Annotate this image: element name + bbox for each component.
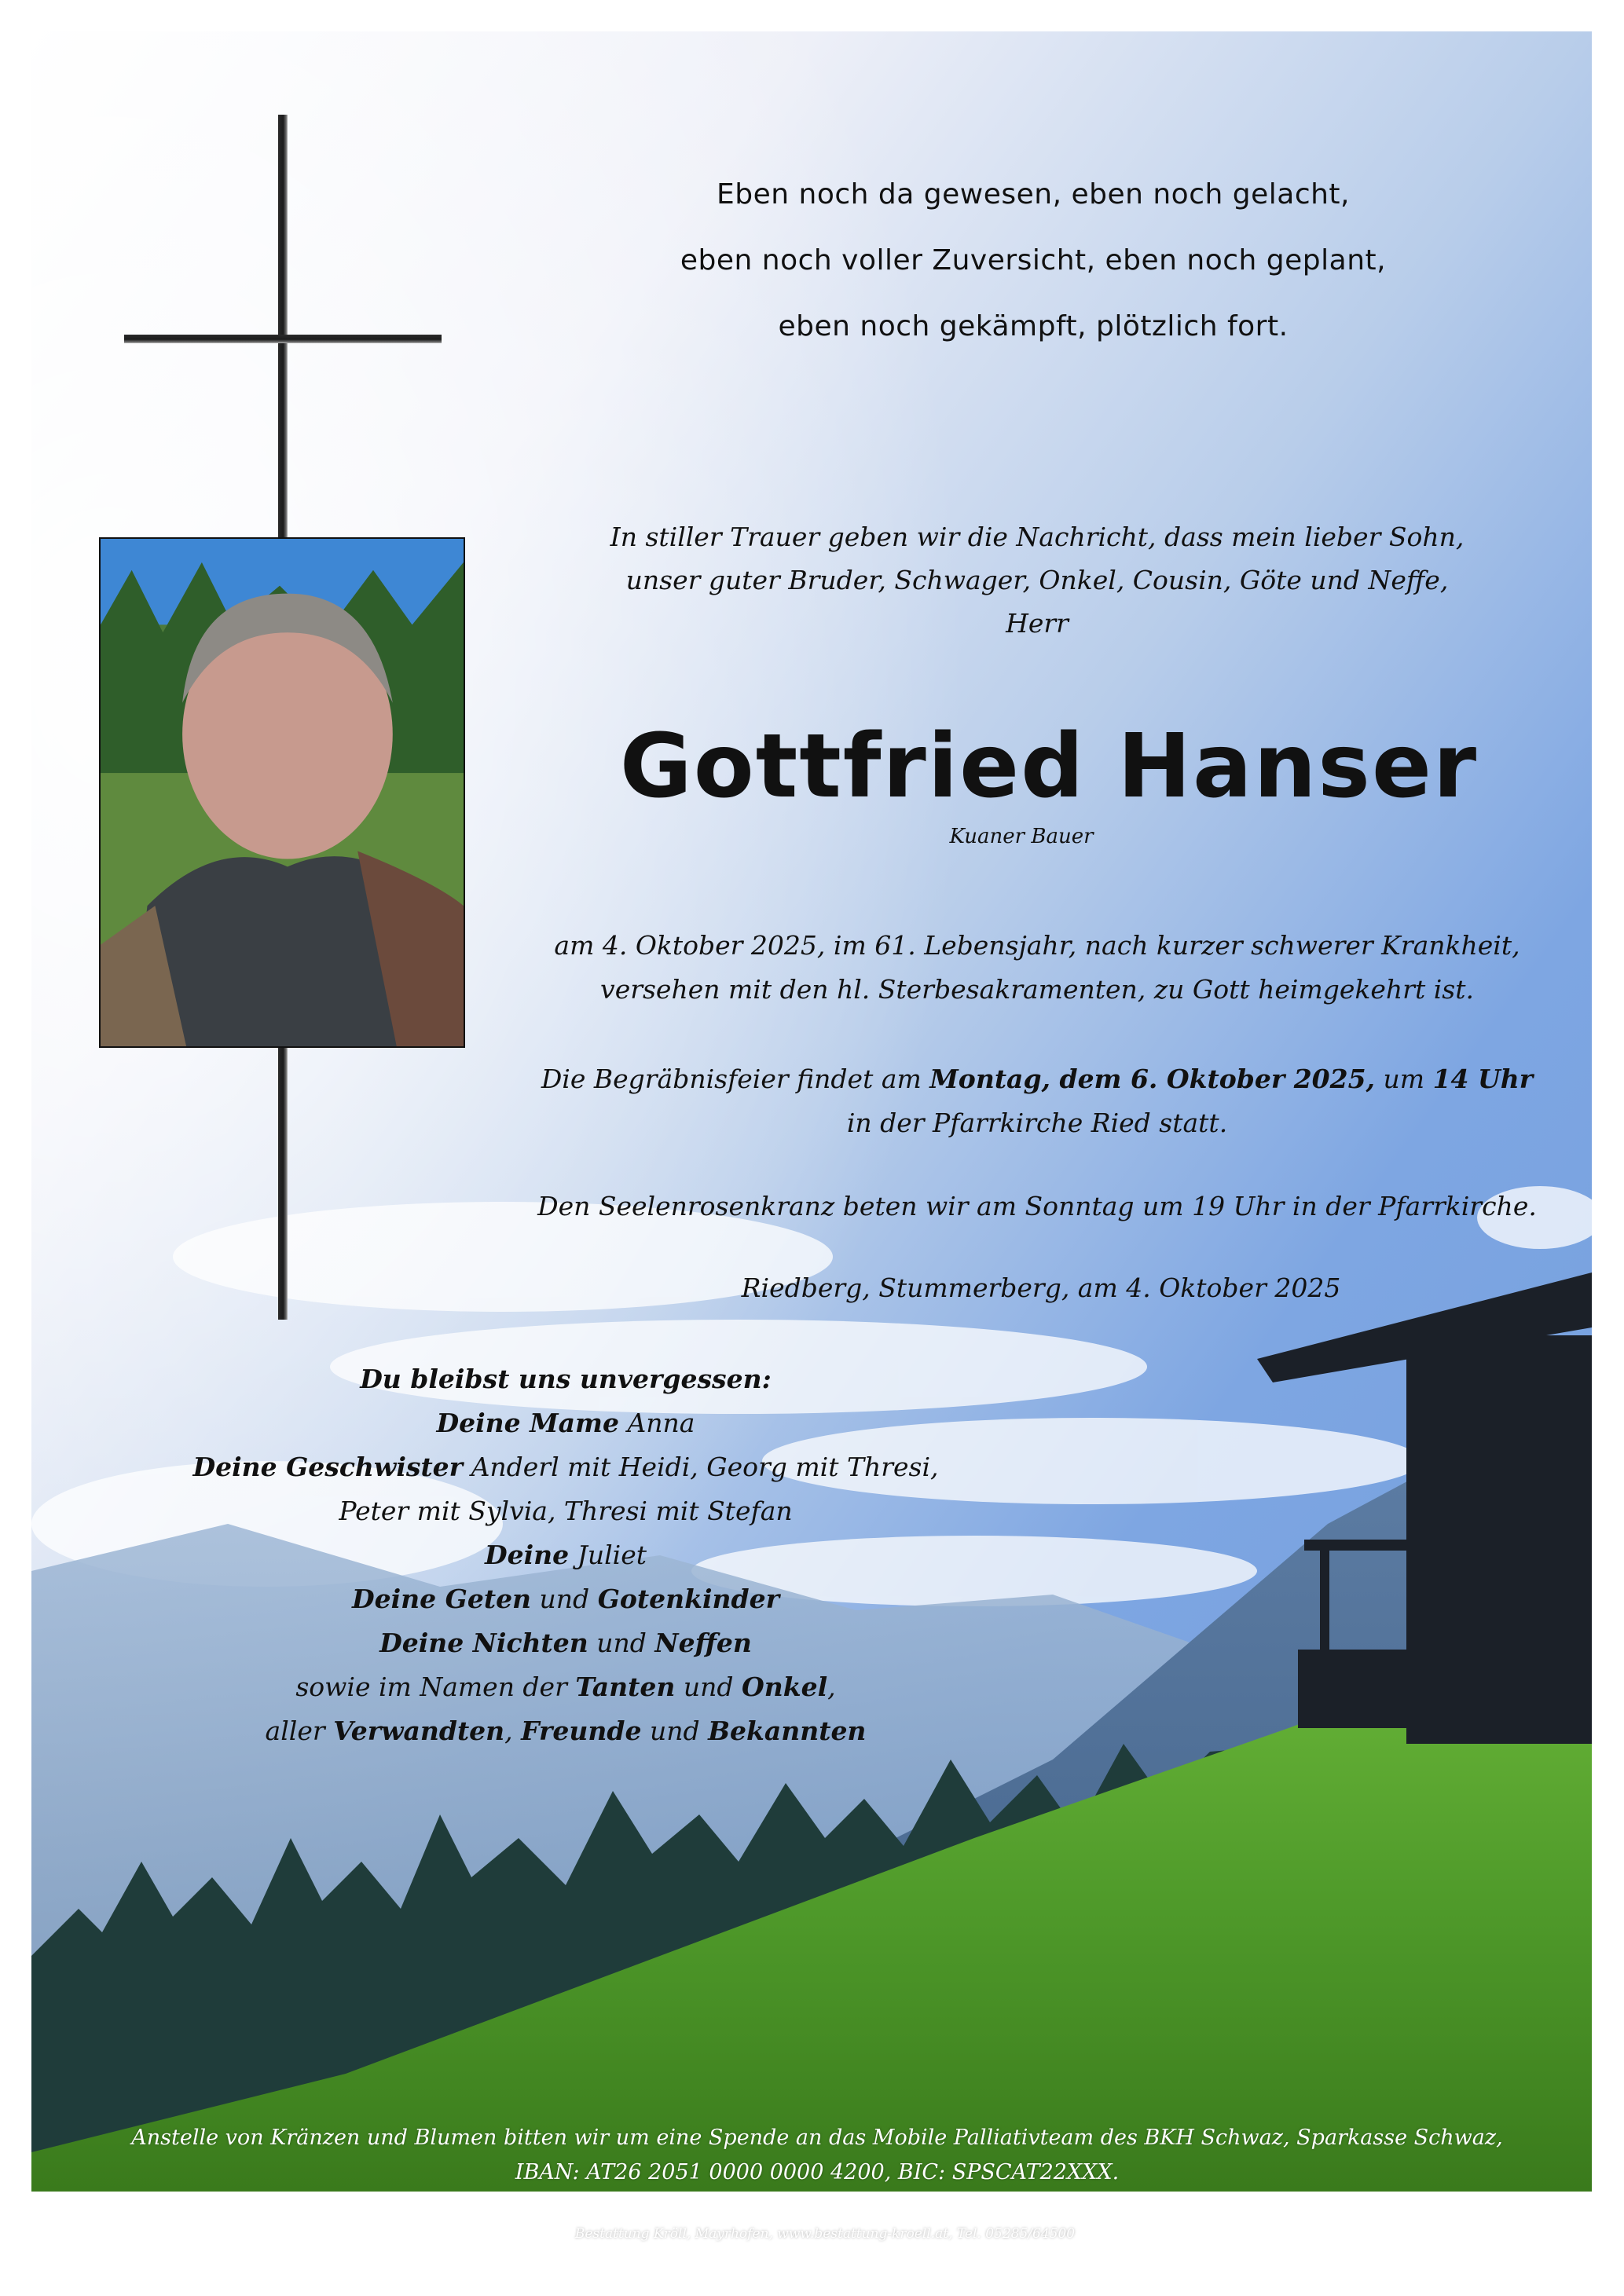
funeral-location: in der Pfarrkirche Ried statt. (846, 1108, 1228, 1138)
poem (629, 162, 1438, 360)
donation-bank-details: IBAN: AT26 2051 0000 0000 4200, BIC: SPSCAT22XXX. (515, 2160, 1120, 2184)
funeral-line-1 (519, 1057, 1556, 1101)
mourner-siblings-cont: Peter mit Sylvia, Thresi mit Stefan (339, 1496, 793, 1526)
mourner-siblings: Deine Geschwister Anderl mit Heidi, Georg mit Thresi, (192, 1452, 939, 1482)
portrait-image (101, 539, 464, 1046)
death-notice-line: am 4. Oktober 2025, im 61. Lebensjahr, nach kurzer schwerer Krankheit, (554, 930, 1520, 961)
mourners-list (157, 1357, 974, 1753)
death-notice (519, 924, 1556, 1012)
poem-line: Eben noch da gewesen, eben noch gelacht, (717, 178, 1350, 211)
mourner-juliet: Deine Juliet (484, 1540, 647, 1570)
funeral-home-info: Bestattung Kröll, Mayrhofen, www.bestattung-kroell.at, Tel. 05285/64500 (574, 2226, 1076, 2242)
intro-line: unser guter Bruder, Schwager, Onkel, Cousin, Göte und Neffe, (625, 565, 1449, 595)
funeral-date: Montag, dem 6. Oktober 2025, (929, 1064, 1376, 1094)
poem-line: eben noch gekämpft, plötzlich fort. (778, 310, 1289, 342)
cross-horizontal-bar (124, 335, 442, 343)
funeral-info (519, 1057, 1556, 1145)
mourner-relatives: aller Verwandten, Freunde und Bekannten (265, 1716, 867, 1746)
portrait-photo (99, 537, 465, 1048)
intro-line: Herr (1006, 608, 1069, 639)
poem-line: eben noch voller Zuversicht, eben noch geplant, (680, 244, 1387, 276)
deceased-name: Gottfried Hanser (619, 716, 1479, 818)
rosary-info: Den Seelenrosenkranz beten wir am Sonntag um 19 Uhr in der Pfarrkirche. (537, 1191, 1537, 1221)
mourner-aunts: sowie im Namen der Tanten und Onkel, (295, 1672, 836, 1702)
death-notice-line: versehen mit den hl. Sterbesakramenten, zu Gott heimgekehrt ist. (600, 974, 1474, 1005)
donation-note (79, 2121, 1556, 2190)
mourner-godparents: Deine Geten und Gotenkinder (352, 1584, 779, 1614)
mourner-mother: Deine Mame Anna (436, 1408, 695, 1438)
deceased-nickname: Kuaner Bauer (949, 825, 1094, 848)
funeral-prefix: Die Begräbnisfeier findet am (541, 1064, 930, 1094)
funeral-mid: um (1375, 1064, 1433, 1094)
donation-line: Anstelle von Kränzen und Blumen bitten wir um eine Spende an das Mobile Palliativteam des BKH Schwaz, Sparkasse Schwaz, (131, 2126, 1503, 2150)
place-date: Riedberg, Stummerberg, am 4. Oktober 2025 (741, 1273, 1341, 1303)
intro-line: In stiller Trauer geben wir die Nachricht, dass mein lieber Sohn, (610, 522, 1465, 552)
mourners-heading: Du bleibst uns unvergessen: (360, 1364, 772, 1394)
mourner-nieces: Deine Nichten und Neffen (379, 1628, 752, 1658)
funeral-time: 14 Uhr (1432, 1064, 1534, 1094)
intro-text (581, 515, 1493, 645)
